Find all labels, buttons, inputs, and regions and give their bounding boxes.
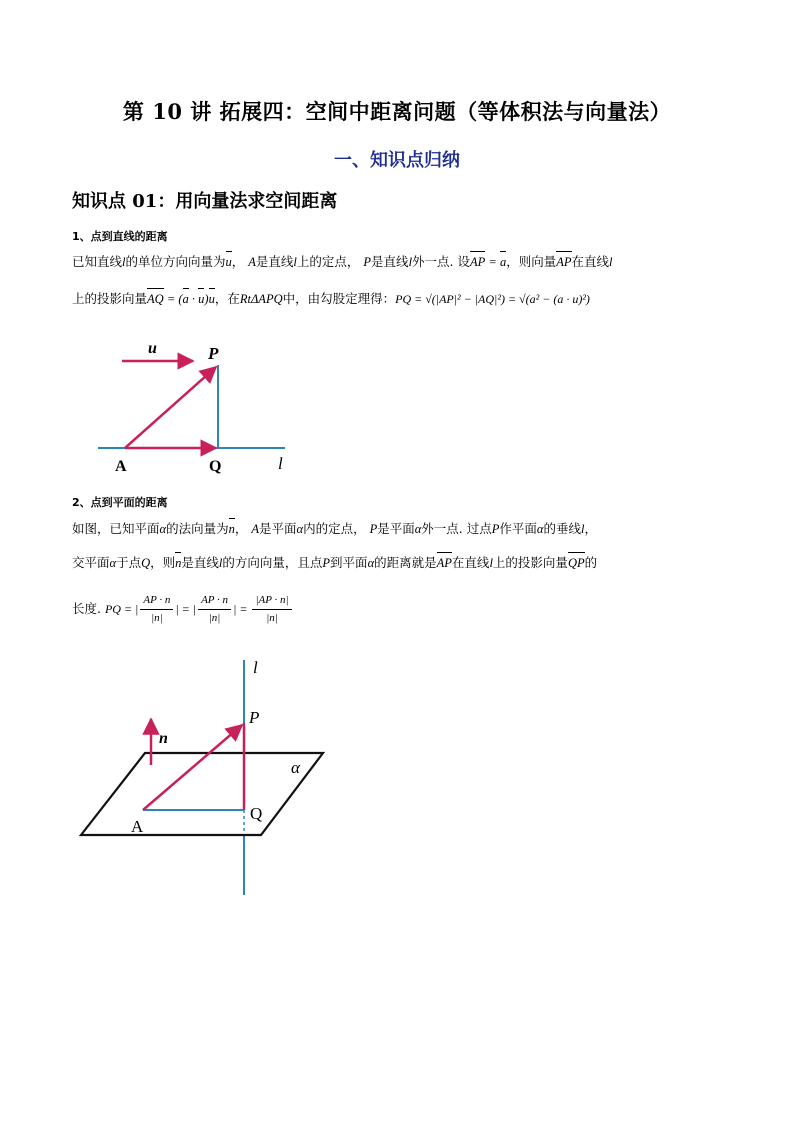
text: ， [234, 521, 248, 536]
symbol-A: A [248, 255, 256, 269]
formula-part: PQ = | [104, 602, 139, 616]
text: 的单位方向向量为 [125, 254, 226, 269]
vector-u: u [208, 292, 215, 306]
vector-n: n [175, 556, 182, 570]
text: 是直线 [371, 254, 409, 269]
symbol-alpha: α [414, 522, 422, 536]
text: ，则向量 [506, 254, 557, 269]
symbol-l: l [122, 255, 126, 269]
vector-a: a [499, 255, 507, 269]
text: 的方向向量，且点 [222, 555, 323, 570]
vector-AP: AP [470, 255, 486, 269]
paragraph-2-line-3 [72, 592, 732, 627]
text: 外一点. 过点 [421, 521, 492, 536]
fraction-numerator: |AP · n| [252, 592, 291, 610]
symbol-P: P [363, 255, 372, 269]
knowledge-point-heading: 知识点 01：用向量法求空间距离 [72, 191, 338, 212]
label-A: A [131, 817, 144, 836]
figure-point-to-line-svg [90, 335, 310, 480]
figure-point-to-line [90, 335, 310, 484]
label-P: P [249, 708, 260, 727]
text: 于点 [116, 555, 142, 570]
text: 作平面 [499, 521, 537, 536]
label-A: A [115, 458, 127, 475]
symbol-l: l [408, 255, 413, 269]
label-Q: Q [209, 458, 222, 475]
fraction-2 [198, 592, 231, 627]
vector-n: n [228, 522, 235, 536]
vector-AP-arrow [143, 725, 242, 810]
symbol-P: P [322, 556, 331, 570]
paragraph-2-line-2 [72, 554, 732, 572]
symbol-alpha: α [109, 556, 117, 570]
text: 的距离就是 [374, 555, 437, 570]
text: 内的定点， [303, 521, 366, 536]
text: ，则 [150, 555, 176, 570]
plane-alpha [81, 753, 323, 835]
text: ， [231, 254, 245, 269]
symbol-l: l [218, 556, 223, 570]
symbol-alpha: α [159, 522, 167, 536]
formula-part: | = | [175, 602, 197, 616]
symbol-l: l [489, 556, 493, 570]
text: 如图，已知平面 [72, 521, 160, 536]
equals: = [485, 255, 500, 269]
vector-a: a [182, 292, 189, 306]
symbol-alpha: α [367, 556, 375, 570]
vector-AP: AP [556, 255, 572, 269]
text: 外一点. 设 [412, 254, 470, 269]
page-title: 第 10 讲 拓展四：空间中距离问题（等体积法与向量法） [122, 99, 672, 124]
text: 的法向量为 [166, 521, 229, 536]
vector-u: u [225, 255, 232, 269]
text: ，在 [214, 291, 240, 306]
subheading-point-to-plane: 2、点到平面的距离 [72, 496, 168, 509]
text: 到平面 [330, 555, 368, 570]
label-P: P [208, 344, 219, 363]
symbol-Q: Q [141, 556, 151, 570]
paren: ) [204, 292, 209, 306]
symbol-P: P [491, 522, 500, 536]
vector-AP: AP [436, 556, 452, 570]
symbol-P: P [369, 522, 378, 536]
fraction-1 [140, 592, 173, 627]
symbol-l: l [580, 522, 585, 536]
symbol-alpha: α [536, 522, 544, 536]
label-l: l [278, 454, 283, 473]
text: 的垂线 [543, 521, 581, 536]
text: 上的定点， [296, 254, 360, 269]
label-u: u [148, 340, 157, 357]
fraction-numerator: AP · n [140, 592, 173, 610]
text: ， [584, 521, 597, 536]
triangle-APQ: RtΔAPQ [239, 292, 283, 306]
label-n: n [159, 730, 168, 747]
text: 是直线 [181, 555, 219, 570]
figure-point-to-plane [75, 655, 335, 904]
dot-operator: · [188, 292, 199, 306]
fraction-denominator: |n| [266, 612, 278, 624]
section-heading: 一、知识点归纳 [334, 150, 460, 171]
label-l: l [253, 658, 258, 677]
text: 交平面 [72, 555, 110, 570]
text: 在直线 [451, 555, 490, 570]
vector-u: u [198, 292, 205, 306]
vector-AP-arrow [125, 367, 216, 448]
label-Q: Q [250, 804, 263, 823]
symbol-l: l [293, 255, 297, 269]
fraction-denominator: |n| [208, 612, 221, 624]
fraction-numerator: AP · n [198, 592, 231, 610]
formula-part: | = [233, 602, 251, 616]
fraction-denominator: |n| [151, 612, 163, 624]
label-alpha: α [291, 758, 300, 777]
vector-QP: QP [567, 556, 585, 570]
text: 中，由勾股定理得： [282, 291, 396, 306]
text: 上的投影向量 [72, 291, 148, 306]
text: 是平面 [258, 521, 297, 536]
paragraph-1-line-2 [72, 290, 732, 308]
text: 上的投影向量 [492, 555, 568, 570]
text: 的 [584, 555, 598, 570]
distance-formula-line: PQ = √(|AP|² − |AQ|²) = √(a² − (a · u)²) [395, 292, 590, 306]
vector-AQ: AQ [147, 292, 164, 306]
figure-point-to-plane-svg [75, 655, 335, 900]
symbol-l: l [609, 255, 613, 269]
symbol-A: A [251, 522, 259, 536]
text: 在直线 [571, 254, 610, 269]
paragraph-2-line-1 [72, 520, 732, 538]
text: 已知直线 [72, 254, 123, 269]
text: 是直线 [255, 254, 294, 269]
text: 是平面 [377, 521, 415, 536]
equals: = ( [163, 292, 183, 306]
fraction-3 [252, 592, 291, 627]
symbol-alpha: α [296, 522, 304, 536]
paragraph-1-line-1 [72, 253, 732, 271]
text: 长度. [72, 601, 105, 616]
subheading-point-to-line: 1、点到直线的距离 [72, 230, 168, 243]
